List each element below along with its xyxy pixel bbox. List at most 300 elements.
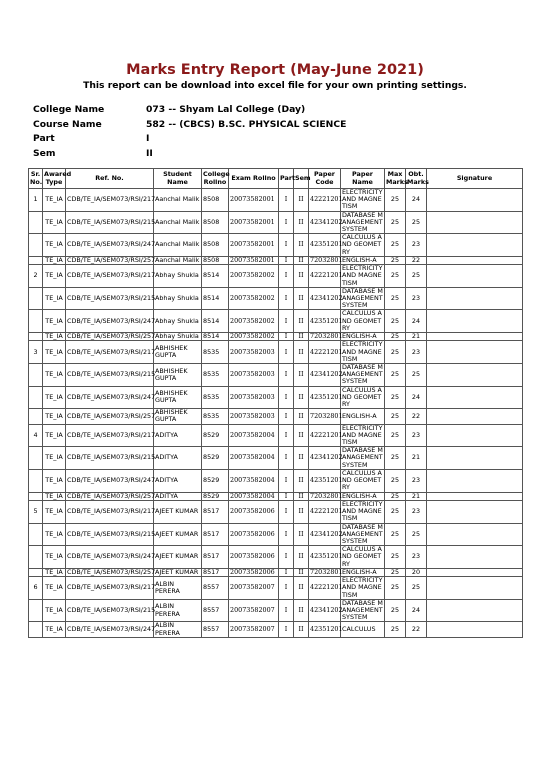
cell-paper-name: ELECTRICITY AND MAGNETISM [341,265,385,288]
cell-sr-no: 5 [29,500,43,523]
cell-signature [427,523,523,546]
cell-paper-name: DATABASE MANAGEMENT SYSTEM [342,446,383,469]
cell-ref-no: CDB/TE_IA/SEM073/RSI/247 [66,469,154,492]
cell-paper-code: 42341202 [309,364,341,387]
cell-college-rollno: 8557 [202,577,229,600]
cell-exam-rollno: 20073582006 [229,523,279,546]
cell-max-marks: 25 [385,577,406,600]
info-row-part [33,133,346,148]
cell-part: I [279,447,294,470]
cell-paper-name: CALCULUS AND GEOMETRY [341,469,385,492]
cell-ref-no: CDB/TE_IA/SEM073/RSI/217 [66,577,154,600]
cell-part: I [279,364,294,387]
cell-sem: II [294,500,309,523]
cell-obt-marks: 25 [406,364,427,387]
cell-ref-no: CDB/TE_IA/SEM073/RSI/215 [66,523,154,546]
cell-sr-no [29,447,43,470]
cell-paper-code: 42221201 [309,189,341,212]
cell-part: I [279,256,294,264]
cell-sem: II [294,599,309,622]
part-value: I [146,133,150,144]
cell-college-rollno: 8514 [202,265,229,288]
cell-signature [427,256,523,264]
cell-paper-name: ELECTRICITY AND MAGNETISM [341,341,385,364]
info-row-sem [33,148,346,163]
cell-part: I [279,599,294,622]
report-title: Marks Entry Report (May-June 2021) [126,62,424,78]
cell-college-rollno: 8517 [202,500,229,523]
cell-paper-code: 42351201 [309,386,341,409]
cell-sr-no: 3 [29,341,43,364]
cell-sem: II [294,189,309,212]
cell-paper-code: 72032801 [309,409,341,424]
marks-table [28,168,523,638]
cell-part: I [279,492,294,500]
sem-label: Sem [33,147,56,159]
cell-sr-no: 4 [29,424,43,447]
cell-obt-marks: 23 [406,424,427,447]
cell-paper-code: 72032801 [310,255,343,264]
cell-signature [427,409,523,424]
cell-awared-type: TE_IA [43,341,66,364]
cell-signature [427,287,523,310]
cell-ref-no: CDB/TE_IA/SEM073/RSI/215 [66,599,154,622]
cell-sem: II [294,310,309,333]
cell-college-rollno: 8529 [202,492,229,500]
table-row [29,424,523,447]
cell-student-name: ABHISHEK GUPTA [154,364,202,387]
cell-exam-rollno: 20073582003 [229,341,279,364]
cell-student-name: Aanchal Malik [154,256,202,264]
cell-signature [427,546,523,569]
cell-college-rollno: 8535 [202,364,229,387]
cell-student-name: AJEET KUMAR [154,568,202,576]
cell-paper-name: CALCULUS AND GEOMETRY [341,234,385,257]
cell-awared-type: TE_IA [43,492,66,500]
table-row [29,523,523,546]
cell-ref-no: CDB/TE_IA/SEM073/RSI/247 [66,546,154,569]
cell-paper-code: 42351201 [309,310,341,333]
cell-exam-rollno: 20073582006 [229,568,279,576]
cell-max-marks: 25 [385,333,406,341]
table-body [29,189,523,638]
cell-paper-name: ELECTRICITY AND MAGNETISM [341,189,385,212]
cell-paper-code: 42221201 [309,577,341,600]
cell-paper-code: 42341202 [309,447,341,470]
cell-awared-type: TE_IA [43,447,66,470]
header-paper-code: Paper Code [309,169,341,189]
cell-paper-name: ELECTRICITY AND MAGNETISM [341,577,385,600]
cell-exam-rollno: 20073582002 [229,310,279,333]
cell-paper-code: 42351201 [309,622,341,637]
cell-exam-rollno: 20073582001 [229,256,279,264]
cell-paper-name: ELECTRICITY AND MAGNETISM [341,500,385,523]
cell-paper-code: 72032801 [310,491,343,500]
cell-exam-rollno: 20073582001 [229,211,279,234]
cell-sr-no [29,523,43,546]
cell-awared-type: TE_IA [43,234,66,257]
cell-max-marks: 25 [385,256,406,264]
cell-student-name: ADITYA [154,424,202,447]
cell-obt-marks: 22 [406,409,427,424]
cell-paper-name: CALCULUS AND GEOMETRY [341,310,385,333]
cell-exam-rollno: 20073582004 [229,424,279,447]
cell-awared-type: TE_IA [43,424,66,447]
cell-awared-type: TE_IA [43,500,66,523]
cell-sem: II [294,256,309,264]
cell-sr-no [29,469,43,492]
cell-sr-no [29,599,43,622]
cell-max-marks: 25 [385,523,406,546]
cell-sr-no [29,568,43,576]
cell-sem: II [294,577,309,600]
cell-paper-name: CALCULUS AND GEOMETRY [341,386,385,409]
cell-ref-no: CDB/TE_IA/SEM073/RSI/247 [66,386,154,409]
cell-sr-no [29,211,43,234]
cell-part: I [279,333,294,341]
cell-college-rollno: 8508 [202,234,229,257]
cell-signature [427,265,523,288]
cell-paper-code: 42221201 [309,341,341,364]
cell-signature [427,500,523,523]
header-college-rollno: College Rollno [202,169,229,189]
cell-sem: II [294,386,309,409]
cell-ref-no: CDB/TE_IA/SEM073/RSI/217 [66,189,154,212]
cell-ref-no: CDB/TE_IA/SEM073/RSI/215 [66,447,154,470]
header-paper-name: Paper Name [341,169,385,189]
part-label: Part [33,133,55,144]
cell-ref-no: CDB/TE_IA/SEM073/RSI/247 [66,310,154,333]
table-row [29,500,523,523]
cell-paper-code: 42351201 [309,469,341,492]
cell-student-name: ABHISHEK GUPTA [154,386,202,409]
cell-part: I [279,234,294,257]
cell-sem: II [294,234,309,257]
header-ref-no: Ref. No. [66,169,154,189]
cell-sr-no: 1 [29,189,43,212]
cell-student-name: Abhay Shukla [154,287,202,310]
cell-college-rollno: 8529 [202,424,229,447]
cell-exam-rollno: 20073582006 [229,500,279,523]
cell-part: I [279,469,294,492]
cell-sem: II [294,568,309,576]
cell-part: I [279,409,294,424]
cell-college-rollno: 8529 [202,469,229,492]
table-row [29,622,523,637]
cell-sr-no [29,386,43,409]
cell-part: I [279,211,294,234]
table-row [29,256,523,264]
cell-part: I [279,310,294,333]
cell-signature [427,341,523,364]
course-name-value: 582 -- (CBCS) B.SC. PHYSICAL SCIENCE [146,118,347,130]
cell-college-rollno: 8508 [202,189,229,212]
cell-part: I [279,189,294,212]
cell-paper-name: ENGLISH-A [341,256,385,264]
cell-college-rollno: 8514 [202,310,229,333]
cell-exam-rollno: 20073582006 [229,546,279,569]
cell-awared-type: TE_IA [43,409,66,424]
cell-max-marks: 25 [385,189,406,212]
cell-exam-rollno: 20073582004 [229,447,279,470]
cell-obt-marks: 21 [406,333,427,341]
cell-max-marks: 25 [385,500,406,523]
cell-paper-name: ENGLISH-A [341,568,385,576]
cell-max-marks: 25 [385,599,406,622]
cell-student-name: ADITYA [154,492,202,500]
cell-ref-no: CDB/TE_IA/SEM073/RSI/257 [67,567,156,576]
cell-signature [427,424,523,447]
cell-college-rollno: 8557 [202,599,229,622]
cell-obt-marks: 23 [406,469,427,492]
cell-part: I [279,265,294,288]
cell-student-name: ABHISHEK GUPTA [154,341,202,364]
cell-max-marks: 25 [385,211,406,234]
cell-awared-type: TE_IA [43,622,66,637]
cell-part: I [279,386,294,409]
cell-student-name: Abhay Shukla [154,310,202,333]
cell-paper-code: 42341202 [309,287,341,310]
cell-college-rollno: 8508 [202,211,229,234]
cell-sem: II [294,622,309,637]
cell-student-name: ALBIN PERERA [154,577,202,600]
cell-student-name: AJEET KUMAR [154,523,202,546]
cell-signature [427,310,523,333]
cell-paper-name: DATABASE MANAGEMENT SYSTEM [342,598,383,622]
cell-sem: II [294,424,309,447]
cell-ref-no: CDB/TE_IA/SEM073/RSI/215 [66,211,154,234]
cell-sr-no [29,234,43,257]
header-sr-no: Sr. No. [29,169,43,189]
cell-student-name: Aanchal Malik [154,211,202,234]
info-row-college [33,104,346,119]
cell-part: I [279,577,294,600]
cell-obt-marks: 23 [406,234,427,257]
table-row [29,287,523,310]
cell-obt-marks: 22 [406,622,427,637]
cell-obt-marks: 23 [406,546,427,569]
cell-sem: II [294,546,309,569]
cell-awared-type: TE_IA [43,568,66,576]
cell-sr-no: 6 [29,577,43,600]
cell-obt-marks: 23 [406,341,427,364]
cell-college-rollno: 8517 [202,546,229,569]
cell-paper-code: 42221201 [309,500,341,523]
header-exam-rollno: Exam Rollno [229,169,279,189]
cell-signature [427,386,523,409]
cell-college-rollno: 8535 [202,341,229,364]
cell-ref-no: CDB/TE_IA/SEM073/RSI/215 [66,287,154,310]
cell-awared-type: TE_IA [43,310,66,333]
cell-awared-type: TE_IA [43,256,66,264]
cell-paper-code: 42351201 [309,546,341,569]
cell-ref-no: CDB/TE_IA/SEM073/RSI/217 [66,424,154,447]
header-signature: Signature [427,169,523,189]
cell-paper-code: 42351201 [309,234,341,257]
cell-obt-marks: 22 [406,256,427,264]
cell-exam-rollno: 20073582003 [229,364,279,387]
info-row-course [33,119,346,134]
cell-part: I [279,546,294,569]
cell-obt-marks: 25 [406,211,427,234]
cell-max-marks: 25 [385,568,406,576]
cell-sr-no [29,310,43,333]
cell-ref-no: CDB/TE_IA/SEM073/RSI/217 [66,341,154,364]
cell-exam-rollno: 20073582004 [229,469,279,492]
cell-ref-no: CDB/TE_IA/SEM073/RSI/257 [67,255,156,264]
cell-ref-no: CDB/TE_IA/SEM073/RSI/247 [66,234,154,257]
table-row [29,265,523,288]
cell-max-marks: 25 [385,386,406,409]
cell-signature [427,211,523,234]
cell-student-name: ADITYA [154,447,202,470]
table-row [29,599,523,622]
cell-college-rollno: 8529 [202,447,229,470]
cell-sem: II [294,341,309,364]
header-obt-marks: Obt. Marks [406,169,427,189]
cell-college-rollno: 8514 [202,287,229,310]
cell-awared-type: TE_IA [43,287,66,310]
cell-part: I [279,568,294,576]
cell-sem: II [294,265,309,288]
cell-awared-type: TE_IA [43,386,66,409]
cell-college-rollno: 8557 [202,622,229,637]
table-header-row [29,169,523,189]
table-row [29,386,523,409]
cell-paper-name: CALCULUS AND GEOMETRY [341,546,385,569]
cell-exam-rollno: 20073582001 [229,234,279,257]
cell-sem: II [294,447,309,470]
cell-paper-name: DATABASE MANAGEMENT SYSTEM [342,363,383,386]
cell-signature [427,447,523,470]
cell-obt-marks: 24 [406,189,427,212]
cell-college-rollno: 8535 [202,386,229,409]
table-row [29,234,523,257]
cell-sem: II [294,287,309,310]
cell-student-name: Aanchal Malik [154,189,202,212]
cell-student-name: AJEET KUMAR [154,546,202,569]
cell-part: I [279,523,294,546]
cell-student-name: ADITYA [154,469,202,492]
cell-sem: II [294,469,309,492]
cell-max-marks: 25 [385,364,406,387]
cell-part: I [279,424,294,447]
cell-max-marks: 25 [385,492,406,500]
cell-ref-no: CDB/TE_IA/SEM073/RSI/217 [66,500,154,523]
cell-student-name: ALBIN PERERA [154,599,202,622]
cell-paper-name: DATABASE MANAGEMENT SYSTEM [342,286,383,310]
cell-college-rollno: 8535 [202,409,229,424]
cell-student-name: Abhay Shukla [154,333,202,341]
header-student-name: Student Name [154,169,202,189]
header-awared-type: Awared Type [43,169,66,189]
cell-ref-no: CDB/TE_IA/SEM073/RSI/247 [66,622,154,637]
cell-awared-type: TE_IA [43,599,66,622]
table-row [29,409,523,424]
cell-max-marks: 25 [385,310,406,333]
cell-paper-name: ENGLISH-A [341,409,385,424]
table-row [29,364,523,387]
cell-ref-no: CDB/TE_IA/SEM073/RSI/257 [66,409,154,424]
cell-ref-no: CDB/TE_IA/SEM073/RSI/257 [67,491,156,500]
table-row [29,492,523,500]
table-row [29,189,523,212]
cell-student-name: AJEET KUMAR [154,500,202,523]
cell-exam-rollno: 20073582001 [229,189,279,212]
header-part: Part [279,169,294,189]
cell-obt-marks: 20 [406,568,427,576]
cell-paper-name: ELECTRICITY AND MAGNETISM [341,424,385,447]
cell-student-name: Aanchal Malik [154,234,202,257]
cell-obt-marks: 25 [406,523,427,546]
cell-max-marks: 25 [385,469,406,492]
cell-exam-rollno: 20073582002 [229,265,279,288]
cell-signature [427,469,523,492]
cell-college-rollno: 8514 [202,333,229,341]
cell-sem: II [294,409,309,424]
cell-obt-marks: 24 [406,599,427,622]
cell-sem: II [294,523,309,546]
cell-paper-name: CALCULUS [341,622,385,637]
table-row [29,341,523,364]
cell-exam-rollno: 20073582002 [229,333,279,341]
cell-paper-code: 72032801 [310,567,343,576]
cell-obt-marks: 21 [406,492,427,500]
table-row [29,577,523,600]
cell-awared-type: TE_IA [43,523,66,546]
cell-sr-no [29,409,43,424]
cell-college-rollno: 8517 [202,568,229,576]
cell-obt-marks: 21 [406,447,427,470]
cell-exam-rollno: 20073582007 [229,622,279,637]
cell-sem: II [294,364,309,387]
table-row [29,568,523,576]
course-name-label: Course Name [33,118,102,130]
cell-sem: II [294,211,309,234]
cell-sr-no [29,492,43,500]
cell-exam-rollno: 20073582003 [229,386,279,409]
cell-ref-no: CDB/TE_IA/SEM073/RSI/217 [66,265,154,288]
cell-max-marks: 25 [385,424,406,447]
cell-sr-no [29,546,43,569]
cell-signature [427,234,523,257]
cell-paper-code: 42221201 [309,265,341,288]
cell-college-rollno: 8517 [202,523,229,546]
cell-sr-no [29,622,43,637]
cell-obt-marks: 23 [406,287,427,310]
cell-paper-name: ENGLISH-A [341,492,385,500]
header-sem: Sem [294,169,309,189]
sem-value: II [146,147,153,159]
cell-sem: II [294,333,309,341]
table-row [29,333,523,341]
cell-sr-no [29,333,43,341]
cell-max-marks: 25 [385,287,406,310]
table-row [29,546,523,569]
cell-sr-no [29,364,43,387]
cell-obt-marks: 24 [406,310,427,333]
cell-sr-no [29,287,43,310]
cell-part: I [279,622,294,637]
cell-signature [427,364,523,387]
cell-awared-type: TE_IA [43,577,66,600]
cell-paper-name: DATABASE MANAGEMENT SYSTEM [342,522,383,545]
cell-exam-rollno: 20073582002 [229,287,279,310]
header-max-marks: Max Marks [385,169,406,189]
cell-signature [427,189,523,212]
college-name-label: College Name [33,104,105,115]
cell-max-marks: 25 [385,409,406,424]
